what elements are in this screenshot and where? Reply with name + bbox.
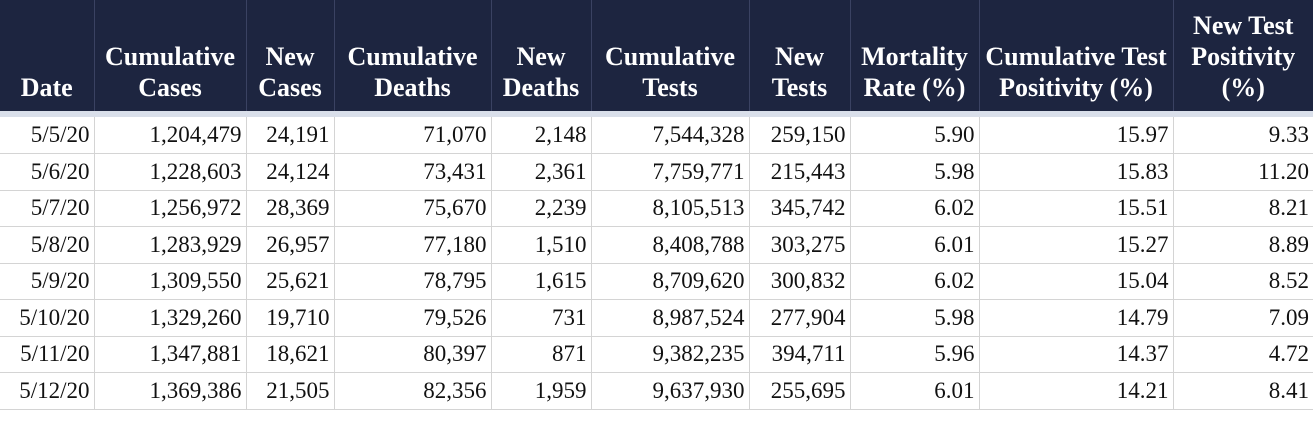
cell-new-cases: 28,369 (246, 190, 334, 227)
header-date: Date (0, 0, 94, 111)
cell-cumulative-deaths: 78,795 (334, 263, 491, 300)
cell-cumulative-tests: 9,382,235 (591, 336, 749, 373)
header-cumulative-tests: Cumulative Tests (591, 0, 749, 111)
table-row (0, 373, 1313, 410)
cell-new-cases: 18,621 (246, 336, 334, 373)
cell-mortality-rate: 6.02 (850, 190, 979, 227)
cell-new-cases: 26,957 (246, 227, 334, 264)
header-new-cases: New Cases (246, 0, 334, 111)
cell-new-cases: 25,621 (246, 263, 334, 300)
cell-cumulative-cases: 1,283,929 (94, 227, 246, 264)
cell-cumulative-tests: 8,408,788 (591, 227, 749, 264)
cell-cumulative-tests: 9,637,930 (591, 373, 749, 410)
cell-cumulative-test-positivity: 15.27 (979, 227, 1173, 264)
cell-new-test-positivity: 9.33 (1173, 117, 1313, 154)
cell-new-tests: 394,711 (749, 336, 850, 373)
table-row (0, 336, 1313, 373)
cell-new-deaths: 871 (491, 336, 591, 373)
cell-cumulative-tests: 8,987,524 (591, 300, 749, 337)
cell-date: 5/6/20 (0, 154, 94, 191)
cell-cumulative-test-positivity: 14.21 (979, 373, 1173, 410)
cell-cumulative-cases: 1,256,972 (94, 190, 246, 227)
header-new-test-positivity: New Test Positivity (%) (1173, 0, 1313, 111)
cell-new-tests: 277,904 (749, 300, 850, 337)
cell-cumulative-cases: 1,204,479 (94, 117, 246, 154)
cell-mortality-rate: 5.98 (850, 154, 979, 191)
header-new-deaths: New Deaths (491, 0, 591, 111)
cell-new-test-positivity: 4.72 (1173, 336, 1313, 373)
cell-new-tests: 255,695 (749, 373, 850, 410)
cell-new-deaths: 2,239 (491, 190, 591, 227)
cell-cumulative-test-positivity: 15.83 (979, 154, 1173, 191)
cell-cumulative-cases: 1,309,550 (94, 263, 246, 300)
table-row (0, 154, 1313, 191)
cell-new-tests: 259,150 (749, 117, 850, 154)
cell-cumulative-test-positivity: 15.97 (979, 117, 1173, 154)
cell-new-tests: 300,832 (749, 263, 850, 300)
cell-new-tests: 345,742 (749, 190, 850, 227)
cell-date: 5/9/20 (0, 263, 94, 300)
cell-date: 5/7/20 (0, 190, 94, 227)
cell-cumulative-deaths: 82,356 (334, 373, 491, 410)
cell-cumulative-tests: 8,105,513 (591, 190, 749, 227)
cell-date: 5/12/20 (0, 373, 94, 410)
cell-mortality-rate: 6.01 (850, 227, 979, 264)
cell-cumulative-cases: 1,347,881 (94, 336, 246, 373)
cell-new-deaths: 2,361 (491, 154, 591, 191)
cell-date: 5/10/20 (0, 300, 94, 337)
header-mortality-rate: Mortality Rate (%) (850, 0, 979, 111)
cell-mortality-rate: 5.98 (850, 300, 979, 337)
header-new-tests: New Tests (749, 0, 850, 111)
cell-date: 5/5/20 (0, 117, 94, 154)
cell-cumulative-deaths: 80,397 (334, 336, 491, 373)
cell-new-test-positivity: 7.09 (1173, 300, 1313, 337)
cell-cumulative-deaths: 73,431 (334, 154, 491, 191)
table-row (0, 190, 1313, 227)
header-cumulative-cases: Cumulative Cases (94, 0, 246, 111)
cell-new-test-positivity: 8.41 (1173, 373, 1313, 410)
cell-cumulative-tests: 7,544,328 (591, 117, 749, 154)
table-row (0, 263, 1313, 300)
cell-new-tests: 303,275 (749, 227, 850, 264)
header-row (0, 0, 1313, 111)
cell-mortality-rate: 5.90 (850, 117, 979, 154)
cell-new-test-positivity: 8.89 (1173, 227, 1313, 264)
cell-cumulative-deaths: 77,180 (334, 227, 491, 264)
cell-new-deaths: 731 (491, 300, 591, 337)
header-cumulative-deaths: Cumulative Deaths (334, 0, 491, 111)
cell-date: 5/11/20 (0, 336, 94, 373)
cell-cumulative-cases: 1,228,603 (94, 154, 246, 191)
cell-new-test-positivity: 11.20 (1173, 154, 1313, 191)
cell-cumulative-deaths: 71,070 (334, 117, 491, 154)
cell-new-deaths: 2,148 (491, 117, 591, 154)
table-row (0, 117, 1313, 154)
cell-cumulative-tests: 7,759,771 (591, 154, 749, 191)
cell-mortality-rate: 5.96 (850, 336, 979, 373)
cell-cumulative-test-positivity: 14.37 (979, 336, 1173, 373)
cell-new-test-positivity: 8.52 (1173, 263, 1313, 300)
table-row (0, 300, 1313, 337)
cell-new-cases: 21,505 (246, 373, 334, 410)
cell-new-cases: 19,710 (246, 300, 334, 337)
cell-new-deaths: 1,510 (491, 227, 591, 264)
table-row (0, 227, 1313, 264)
cell-new-deaths: 1,615 (491, 263, 591, 300)
cell-new-cases: 24,124 (246, 154, 334, 191)
cell-cumulative-test-positivity: 15.04 (979, 263, 1173, 300)
cell-new-tests: 215,443 (749, 154, 850, 191)
cell-new-test-positivity: 8.21 (1173, 190, 1313, 227)
cell-mortality-rate: 6.01 (850, 373, 979, 410)
cell-cumulative-test-positivity: 14.79 (979, 300, 1173, 337)
cell-mortality-rate: 6.02 (850, 263, 979, 300)
cell-new-cases: 24,191 (246, 117, 334, 154)
cell-cumulative-deaths: 75,670 (334, 190, 491, 227)
cell-cumulative-tests: 8,709,620 (591, 263, 749, 300)
header-cumulative-test-positivity: Cumulative Test Positivity (%) (979, 0, 1173, 111)
cell-cumulative-cases: 1,369,386 (94, 373, 246, 410)
cell-cumulative-cases: 1,329,260 (94, 300, 246, 337)
cell-cumulative-test-positivity: 15.51 (979, 190, 1173, 227)
cell-cumulative-deaths: 79,526 (334, 300, 491, 337)
cell-new-deaths: 1,959 (491, 373, 591, 410)
cell-date: 5/8/20 (0, 227, 94, 264)
